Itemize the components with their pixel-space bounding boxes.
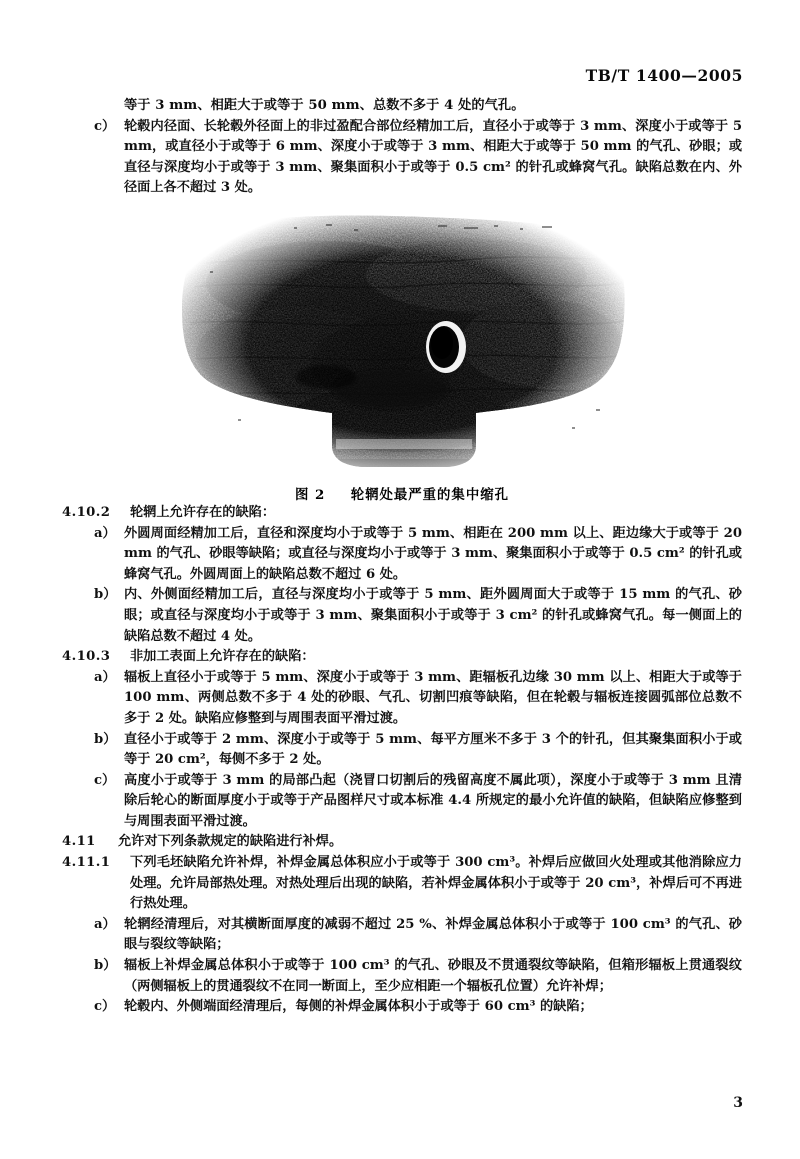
list-item-text: 轮辋经清理后，对其横断面厚度的减弱不超过 25 %、补焊金属总体积小于或等于 100 cm³ 的气孔、砂眼与裂纹等缺陷； — [124, 916, 742, 953]
list-item — [62, 997, 742, 1018]
list-item — [62, 730, 742, 771]
figure-caption-title: 轮辋处最严重的集中缩孔 — [350, 486, 509, 503]
list-marker: b） — [94, 731, 117, 747]
list-item-text: 辐板上补焊金属总体积小于或等于 100 cm³ 的气孔、砂眼及不贯通裂纹等缺陷，但箱形辐板上贯通裂纹（两侧辐板上的贯通裂纹不在同一断面上，至少应相距一个辐板孔位置）允许补焊； — [124, 958, 742, 994]
page-content — [62, 96, 742, 1018]
list-marker: b） — [94, 958, 117, 974]
figure-2 — [62, 213, 742, 503]
clause-4-11-1 — [62, 853, 742, 915]
figure-caption-label: 图 2 — [294, 486, 326, 503]
list-item-text: 轮毂内径面、长轮毂外径面上的非过盈配合部位经精加工后，直径小于或等于 3 mm、深度小于或等于 5 mm，或直径小于或等于 6 mm、深度小于或等于 3 mm、相距大于或等于 50 mm 的气孔、砂眼；或直径与深度均小于或等于 3 mm、聚集面积小于或等于 0.5 cm² 的针孔或蜂窝气孔。缺陷总数在内、外径面上各不超过 3 处。 — [124, 118, 742, 196]
list-item-text: 高度小于或等于 3 mm 的局部凸起（浇冒口切割后的残留高度不属此项），深度小于或等于 3 mm 且清除后轮心的断面厚度小于或等于产品图样尺寸或本标准 4.4 所规定的最小允许值的缺陷，但缺陷应修整到与周围表面平滑过渡。 — [124, 772, 742, 829]
clause-text: 下列毛坯缺陷允许补焊，补焊金属总体积应小于或等于 300 cm³。补焊后应做回火处理或其他消除应力处理。允许局部热处理。对热处理后出现的缺陷，若补焊金属体积小于或等于 20 cm³，补焊后可不再进行热处理。 — [130, 855, 742, 912]
list-marker: c） — [94, 999, 116, 1015]
list-item — [62, 956, 742, 997]
clause-text: 允许对下列条款规定的缺陷进行补焊。 — [118, 834, 343, 850]
list-item — [62, 915, 742, 956]
clause-number: 4.10.2 — [62, 504, 111, 520]
figure-caption — [62, 484, 742, 503]
list-item-text: 外圆周面经精加工后，直径和深度均小于或等于 5 mm、相距在 200 mm 以上、距边缘大于或等于 20 mm 的气孔、砂眼等缺陷；或直径与深度均小于或等于 3 mm、聚集面积小于或等于 0.5 cm² 的针孔或蜂窝气孔。外圆周面上的缺陷总数不超过 6 处。 — [124, 525, 742, 582]
list-item — [62, 668, 742, 730]
clause-title: 非加工表面上允许存在的缺陷： — [130, 649, 315, 665]
figure-photograph — [176, 213, 628, 475]
list-item — [62, 771, 742, 833]
list-item — [62, 524, 742, 586]
running-header-standard-number: TB/T 1400—2005 — [585, 66, 743, 85]
list-marker: c） — [94, 772, 116, 788]
list-item-text: 直径小于或等于 2 mm、深度小于或等于 5 mm、每平方厘米不多于 3 个的针孔，但其聚集面积小于或等于 20 cm²，每侧不多于 2 处。 — [124, 731, 742, 768]
clause-number: 4.11.1 — [62, 855, 111, 871]
paragraph-top-continuation: 等于 3 mm、相距大于或等于 50 mm、总数不多于 4 处的气孔。 — [124, 98, 525, 113]
clause-4-10-3 — [62, 647, 742, 668]
list-item-text: 轮毂内、外侧端面经清理后，每侧的补焊金属体积小于或等于 60 cm³ 的缺陷； — [124, 999, 593, 1015]
clause-number: 4.10.3 — [62, 649, 111, 665]
list-item-text: 辐板上直径小于或等于 5 mm、深度小于或等于 3 mm、距辐板孔边缘 30 mm 以上、相距大于或等于 100 mm、两侧总数不多于 4 处的砂眼、气孔、切割凹痕等缺陷，但在轮毂与辐板连接圆弧部位总数不多于 2 处。缺陷应修整到与周围表面平滑过渡。 — [124, 669, 742, 726]
clause-title: 轮辋上允许存在的缺陷： — [130, 504, 276, 520]
clause-4-10-2 — [62, 503, 742, 524]
list-item — [62, 585, 742, 647]
clause-number: 4.11 — [62, 834, 96, 850]
list-marker: a） — [94, 916, 116, 932]
page-number: 3 — [733, 1095, 743, 1111]
list-marker: b） — [94, 587, 117, 603]
list-item-c-top — [62, 117, 742, 199]
list-marker: c） — [94, 118, 116, 134]
clause-4-11 — [62, 832, 742, 853]
list-marker: a） — [94, 525, 116, 541]
list-item-text: 内、外侧面经精加工后，直径与深度均小于或等于 5 mm、距外圆周面大于或等于 15 mm 的气孔、砂眼；或直径与深度均小于或等于 3 mm、聚集面积小于或等于 3 cm² 的针孔或蜂窝气孔。每一侧面上的缺陷总数不超过 4 处。 — [124, 587, 742, 644]
list-marker: a） — [94, 669, 116, 685]
